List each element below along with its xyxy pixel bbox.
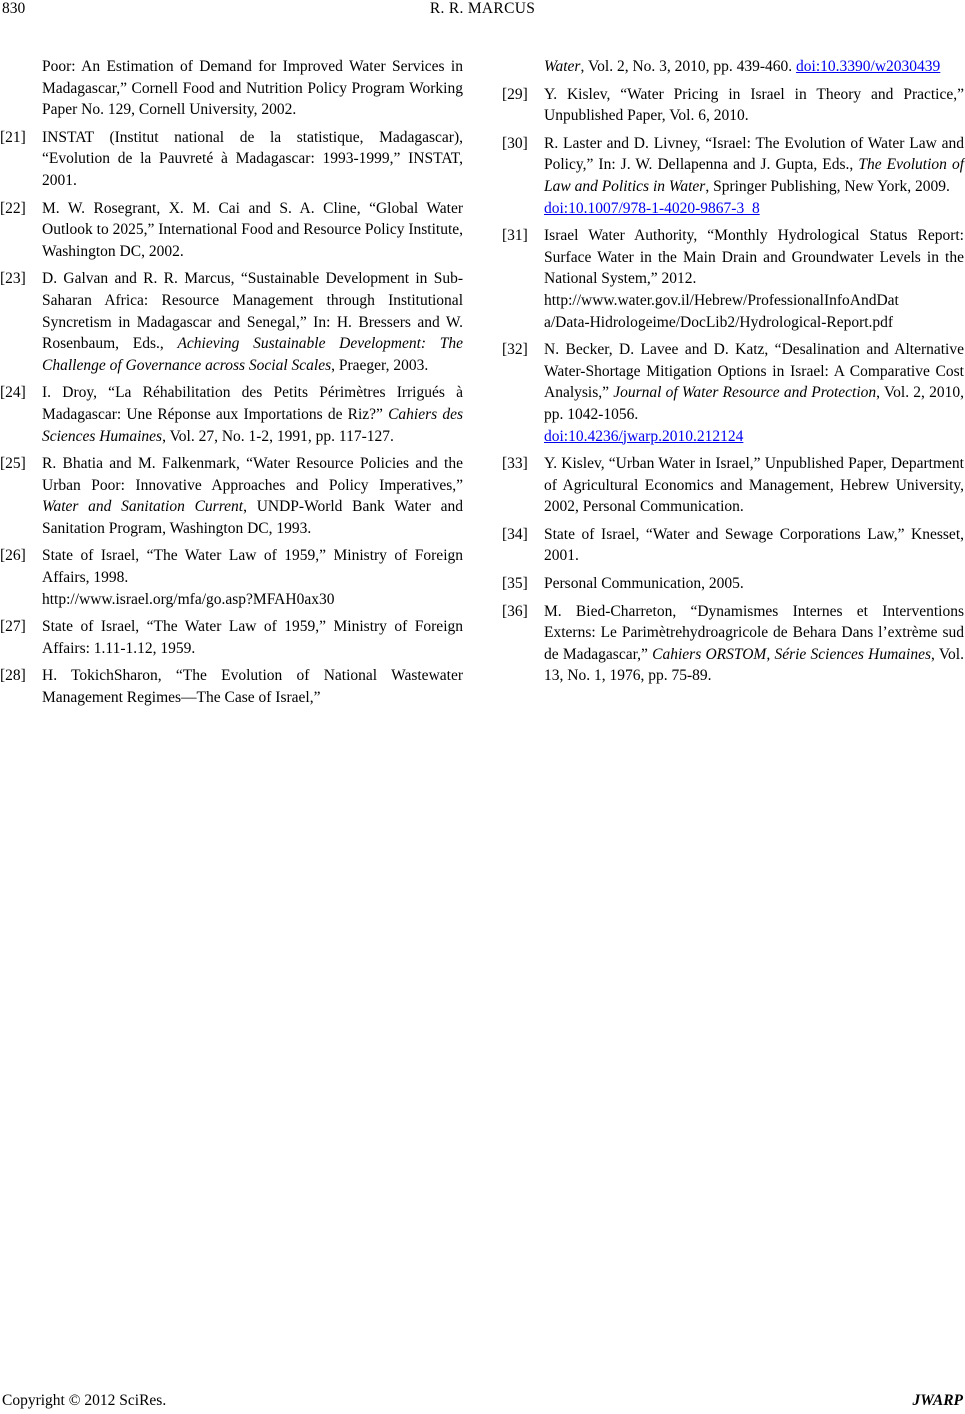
reference-text-part: D. Galvan and R. R. Marcus, “Sustainable Development in Sub-Saharan Africa: Resource Management through Institutional Syncretism in Madagascar and Senegal,” In: H. Bressers and W. Rosenbaum, Eds., [42, 270, 463, 353]
reference-text-part: , Springer Publishing, New York, 2009. [705, 177, 950, 195]
page-footer [0, 1392, 965, 1414]
reference-text: M. W. Rosegrant, X. M. Cai and S. A. Cline, “Global Water Outlook to 2025,” International Food and Resource Policy Institute, Washington DC, 2002. [42, 199, 464, 260]
reference-20-continued [0, 56, 463, 121]
reference-number: [33] [502, 455, 528, 473]
doi-link[interactable]: doi:10.1007/978-1-4020-9867-3_8 [544, 199, 760, 217]
copyright-notice: Copyright © 2012 SciRes. [2, 1392, 167, 1409]
reference-28-continued [502, 56, 964, 78]
page-header [0, 0, 965, 24]
reference-21 [0, 127, 463, 192]
reference-34 [502, 524, 964, 567]
reference-number: [26] [0, 547, 26, 565]
reference-text: Poor: An Estimation of Demand for Improved Water Services in Madagascar,” Cornell Food and Nutrition Policy Program Working Paper No. 129, Cornell University, 2002. [42, 58, 463, 119]
reference-31 [502, 225, 964, 333]
reference-number: [35] [502, 575, 528, 593]
doi-link[interactable]: doi:10.4236/jwarp.2010.212124 [544, 427, 744, 445]
reference-text: Israel Water Authority, “Monthly Hydrological Status Report: Surface Water in the Main Drain and Groundwater Levels in the National System,” 2012. [544, 227, 964, 288]
reference-32 [502, 339, 964, 447]
reference-text-part: , Praeger, 2003. [331, 356, 429, 374]
reference-title-italic: Journal of Water Resource and Protection [613, 384, 877, 402]
journal-abbreviation: JWARP [912, 1392, 963, 1409]
reference-35 [502, 573, 964, 595]
reference-24 [0, 382, 463, 447]
reference-number: [32] [502, 341, 528, 359]
reference-text-part: I. Droy, “La Réhabilitation des Petits Périmètres Irrigués à Madagascar: Une Réponse aux Importations de Riz?” [42, 384, 463, 423]
reference-title-italic: Water and Sanitation Current [42, 498, 244, 516]
reference-title-italic: Achieving Sustainable Development: The Challenge of Governance across Social Scales [42, 335, 464, 374]
reference-text-part: , Vol. 2, No. 3, 2010, pp. 439-460. [580, 58, 797, 75]
reference-29 [502, 84, 964, 127]
reference-text-part: , Vol. 2, 2010, pp. 1042-1056. [544, 384, 964, 423]
reference-number: [28] [0, 667, 26, 685]
reference-url[interactable]: http://www.water.gov.il/Hebrew/ProfessionalInfoAndDat [544, 291, 899, 309]
reference-number: [29] [502, 85, 528, 103]
running-title: R. R. MARCUS [429, 0, 536, 17]
reference-number: [30] [502, 134, 528, 152]
reference-number: [24] [0, 384, 26, 402]
reference-number: [23] [0, 270, 26, 288]
reference-title-italic: Water [544, 58, 581, 75]
reference-number: [36] [502, 602, 528, 620]
reference-text-part: , UNDP-World Bank Water and Sanitation Program, Washington DC, 1993. [42, 498, 464, 537]
reference-23 [0, 268, 463, 376]
reference-text-part: , Vol. 27, No. 1-2, 1991, pp. 117-127. [162, 427, 394, 445]
reference-text [42, 382, 463, 447]
reference-text: H. TokichSharon, “The Evolution of National Wastewater Management Regimes—The Case of Israel,” [42, 667, 463, 707]
reference-text: Y. Kislev, “Water Pricing in Israel in Theory and Practice,” Unpublished Paper, Vol. 6, 2010. [544, 85, 964, 125]
reference-26 [0, 545, 463, 610]
reference-text: Y. Kislev, “Urban Water in Israel,” Unpublished Paper, Department of Agricultural Economics and Management, Hebrew University, 2002, Personal Communication. [544, 455, 964, 516]
reference-text-part: R. Bhatia and M. Falkenmark, “Water Resource Policies and the Urban Poor: Innovative Approaches and Policy Imperatives,” [42, 455, 463, 494]
reference-text: State of Israel, “The Water Law of 1959,” Ministry of Foreign Affairs: 1.11-1.12, 1959. [42, 618, 463, 657]
page-number: 830 [2, 0, 26, 17]
reference-36 [502, 601, 964, 687]
reference-22 [0, 198, 463, 263]
reference-27 [0, 616, 463, 659]
reference-text [544, 133, 964, 198]
reference-title-italic: Cahiers des Sciences Humaines [42, 405, 463, 445]
reference-number: [27] [0, 618, 26, 636]
reference-text [42, 268, 463, 376]
doi-link[interactable]: doi:10.3390/w2030439 [796, 58, 941, 75]
reference-number: [22] [0, 199, 26, 217]
reference-text [544, 339, 964, 425]
reference-text [544, 56, 964, 78]
reference-text-part: R. Laster and D. Livney, “Israel: The Evolution of Water Law and Policy,” In: J. W. Dellapenna and J. Gupta, Eds., [544, 134, 964, 174]
reference-text [42, 453, 463, 539]
reference-text: State of Israel, “The Water Law of 1959,” Ministry of Foreign Affairs, 1998. [42, 547, 463, 587]
reference-number: [21] [0, 128, 26, 146]
reference-text: State of Israel, “Water and Sewage Corporations Law,” Knesset, 2001. [544, 525, 964, 565]
reference-28 [0, 665, 463, 708]
reference-url-continued[interactable]: a/Data-Hidrologeime/DocLib2/Hydrological-Report.pdf [544, 313, 894, 331]
reference-number: [31] [502, 227, 528, 245]
reference-text: Personal Communication, 2005. [544, 575, 744, 593]
left-column [0, 56, 463, 709]
reference-text-part: N. Becker, D. Lavee and D. Katz, “Desalination and Alternative Water-Shortage Mitigation Options in Israel: A Comparative Cost Analysis,” [544, 341, 964, 402]
right-column [502, 56, 964, 687]
reference-text: INSTAT (Institut national de la statistique, Madagascar), “Evolution de la Pauvreté à Madagascar: 1993-1999,” INSTAT, 2001. [42, 128, 463, 189]
reference-text [544, 601, 964, 687]
reference-text-part: M. Bied-Charreton, “Dynamismes Internes et Interventions Externs: Le Parimètrehydroagricole de Behara Dans l’extrème sud de Madagascar,” [544, 602, 964, 663]
reference-30 [502, 133, 964, 219]
reference-33 [502, 453, 964, 518]
reference-url[interactable]: http://www.israel.org/mfa/go.asp?MFAH0ax30 [42, 590, 335, 608]
reference-title-italic: Cahiers ORSTOM, Série Sciences Humaines [652, 645, 932, 663]
reference-title-italic: The Evolution of Law and Politics in Water [544, 156, 964, 195]
reference-text-part: , Vol. 13, No. 1, 1976, pp. 75-89. [544, 645, 964, 685]
reference-25 [0, 453, 463, 539]
reference-number: [34] [502, 525, 528, 543]
reference-number: [25] [0, 455, 26, 473]
